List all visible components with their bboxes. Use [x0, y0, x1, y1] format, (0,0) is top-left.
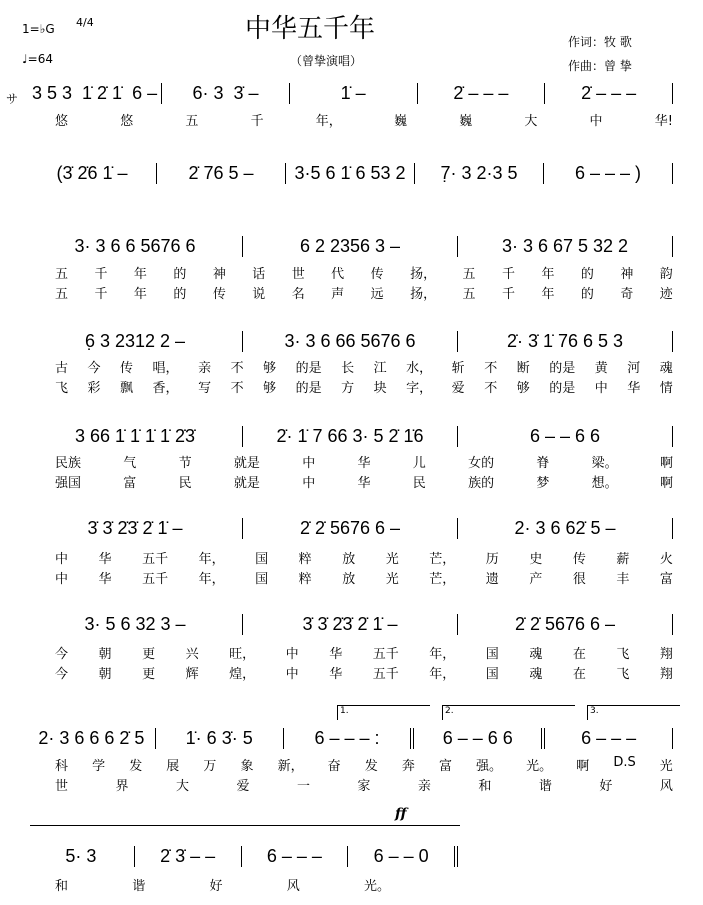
lyric-word: 情 [659, 381, 673, 396]
lyric-word: 话 [252, 267, 266, 282]
lyric-word: 千 [94, 267, 108, 282]
lyric-word: 亲 [417, 779, 431, 794]
score-system [28, 423, 673, 447]
lyric-word: 翔 [659, 667, 673, 682]
lyric-line [55, 452, 673, 471]
lyric-line [55, 548, 673, 567]
lyric-word: 华 [329, 647, 343, 662]
lyric-word: 飞 [55, 381, 69, 396]
lyric-word: 五 [55, 287, 69, 302]
lyric-word: 方 [341, 381, 355, 396]
lyric-word: 今 [55, 647, 69, 662]
lyric-word: 强。 [476, 759, 503, 774]
lyric-word: 啊 [659, 456, 673, 471]
lyric-word: 更 [142, 647, 156, 662]
lyric-line [55, 377, 673, 396]
lyric-word: 界 [115, 779, 129, 794]
lyric-word: 不 [484, 381, 498, 396]
measure: 2̇ 3̇ – – [135, 846, 242, 867]
lyric-word: 遗 [485, 572, 499, 587]
measure: 6̣ 3 2312 2 – [28, 331, 243, 352]
lyric-word: 五 [185, 114, 199, 129]
lyric-word: 黄 [594, 361, 608, 376]
lyric-word: 芒， [429, 572, 456, 587]
measure: 3 5 3 1̇ 2̇ 1̇ 6 – [28, 83, 162, 104]
lyric-word: 奋 [327, 759, 341, 774]
lyric-word: 好 [599, 779, 613, 794]
tempo-mark: ♩=64 [22, 52, 53, 66]
lyric-line [55, 775, 673, 794]
lyric-word: 扬， [410, 287, 437, 302]
lyric-word: 巍 [393, 114, 407, 129]
lyric-word: 迹 [659, 287, 673, 302]
lyric-word: 薪 [616, 552, 630, 567]
measure: 2̇ 2̇ 5676 6 – [243, 518, 458, 539]
lyric-word: 和 [478, 779, 492, 794]
lyric-word: 就是 [233, 476, 260, 491]
lyric-word: 中 [285, 647, 299, 662]
lyric-line [55, 357, 673, 376]
measure: 2̇ 76 5 – [157, 163, 286, 184]
lyric-word: 节 [178, 456, 192, 471]
lyric-word: 光。 [363, 879, 390, 894]
lyric-word: 传 [120, 361, 134, 376]
lyric-word: 芒， [429, 552, 456, 567]
lyric-word: 华 [98, 552, 112, 567]
lyric-word: 奔 [401, 759, 415, 774]
measure: 3̇ 3̇ 2̇3̇ 2̇ 1̇ – [243, 614, 458, 635]
lyric-word: 声 [331, 287, 345, 302]
measure: 1̇ – [290, 83, 418, 104]
lyric-word: 科 [55, 759, 69, 774]
lyric-word: 国 [255, 552, 269, 567]
score-system [28, 328, 673, 352]
lyric-word: 光。 [526, 759, 553, 774]
lyric-word: 旺， [229, 647, 256, 662]
measure: 6 – – 0 [348, 846, 458, 867]
lyric-word: 民族 [55, 456, 82, 471]
lyric-line [55, 755, 673, 774]
lyric-word: 中 [285, 667, 299, 682]
lyric-word: 展 [166, 759, 180, 774]
measure: 3· 3 6 66 5676 6 [243, 331, 458, 352]
lyric-word: 中 [55, 552, 69, 567]
measure: 3 66 1̇ 1̇ 1̇ 1̇ 2̇3̇ [28, 426, 243, 447]
lyric-word: 的 [580, 287, 594, 302]
lyric-word: 放 [342, 552, 356, 567]
measure: 3̇ 3̇ 2̇3̇ 2̇ 1̇ – [28, 518, 243, 539]
lyric-word: 年 [133, 267, 147, 282]
lyric-word: 五 [462, 267, 476, 282]
lyric-word: 年， [315, 114, 342, 129]
lyric-word: 梁。 [591, 456, 618, 471]
song-title: 中华五千年 [245, 14, 376, 44]
lyric-word: 古 [55, 361, 69, 376]
lyric-word: 的 [580, 267, 594, 282]
lyric-word: 魂 [659, 361, 673, 376]
measure: 6 – – 6 6 [414, 728, 545, 749]
lyric-word: 块 [373, 381, 387, 396]
lyric-word: 在 [572, 667, 586, 682]
lyric-word: 今 [55, 667, 69, 682]
lyric-word: 大 [175, 779, 189, 794]
measure: 2· 3 6 6 6 2̇ 5 [28, 728, 156, 749]
lyric-word: 国 [255, 572, 269, 587]
lyric-word: 史 [529, 552, 543, 567]
volta-1: 1. [337, 705, 430, 720]
measure: 3· 3 6 6 5676 6 [28, 236, 243, 257]
lyric-word: 的是 [295, 361, 322, 376]
lyric-word: 光 [385, 552, 399, 567]
lyric-word: 传 [370, 267, 384, 282]
measure: 6 – – 6 6 [458, 426, 673, 447]
lyric-word: 够 [263, 381, 277, 396]
lyric-word: 世 [55, 779, 69, 794]
lyric-word: 年， [198, 552, 225, 567]
lyric-line [55, 875, 390, 894]
intro-mark: サ [6, 92, 19, 106]
lyric-word: 神 [620, 267, 634, 282]
lyric-word: 气 [123, 456, 137, 471]
lyricist: 作词：牧 歌 [568, 35, 632, 49]
lyric-word: 香， [152, 381, 179, 396]
lyric-line [55, 263, 673, 282]
lyric-word: 梦 [536, 476, 550, 491]
lyric-word: 新， [277, 759, 304, 774]
lyric-word: 想。 [591, 476, 618, 491]
lyric-word: 华 [357, 476, 371, 491]
lyric-word: 民 [412, 476, 426, 491]
lyric-word: 断 [516, 361, 530, 376]
lyric-word: 更 [142, 667, 156, 682]
lyric-word: 悠 [55, 114, 69, 129]
measure: 2̇· 3̇ 1̇ 76 6 5 3 [458, 331, 673, 352]
lyric-line [55, 643, 673, 662]
measure: 7̣· 3 2·3 5 [415, 163, 544, 184]
lyric-word: 不 [230, 381, 244, 396]
lyric-word: 粹 [298, 572, 312, 587]
lyric-word: 五千 [142, 552, 169, 567]
lyric-word: 火 [659, 552, 673, 567]
lyric-word: 朝 [98, 667, 112, 682]
measure: 3·5 6 1̇ 6 53 2 [286, 163, 415, 184]
score-system [28, 611, 673, 635]
lyric-word: 儿 [412, 456, 426, 471]
lyric-word: 亲 [198, 361, 212, 376]
lyric-word: 中 [594, 381, 608, 396]
measure: 2̇ – – – [418, 83, 546, 104]
lyric-word: 千 [501, 267, 515, 282]
lyric-word: 煌， [229, 667, 256, 682]
lyric-word: 名 [291, 287, 305, 302]
lyric-word: 爱 [451, 381, 465, 396]
lyric-word: 华! [654, 114, 673, 129]
measure: 2̇ 2̇ 5676 6 – [458, 614, 673, 635]
lyric-line [55, 110, 673, 129]
lyric-word: 字， [406, 381, 433, 396]
lyric-word: 年 [541, 287, 555, 302]
measure: 6 – – – [242, 846, 349, 867]
lyric-word: 华 [329, 667, 343, 682]
measure: 6 2 2356 3 – [243, 236, 458, 257]
lyric-word: 飘 [120, 381, 134, 396]
measure: 5· 3 [28, 846, 135, 867]
dynamic-mark: ff [395, 806, 407, 822]
measure: 1̇· 6 3̇· 5 [156, 728, 284, 749]
score-system [28, 725, 673, 749]
lyric-word: 女的 [468, 456, 495, 471]
lyric-word: 写 [198, 381, 212, 396]
lyric-word: 河 [627, 361, 641, 376]
lyric-word: 产 [529, 572, 543, 587]
lyric-word: 五千 [372, 647, 399, 662]
lyric-word: 放 [342, 572, 356, 587]
lyric-word: 的 [173, 287, 187, 302]
lyric-word: 在 [572, 647, 586, 662]
lyric-word: 辉 [185, 667, 199, 682]
lyric-word: 脊 [536, 456, 550, 471]
lyric-word: 朝 [98, 647, 112, 662]
lyric-word: 光 [385, 572, 399, 587]
lyric-word: 一 [296, 779, 310, 794]
lyric-word: 中 [302, 456, 316, 471]
lyric-word: 年， [429, 667, 456, 682]
lyric-word: 够 [516, 381, 530, 396]
time-signature: 4/4 [76, 16, 94, 29]
measure: 6 – – – [545, 728, 673, 749]
volta-2: 2. [442, 705, 575, 720]
performer: （曾挚演唱） [290, 54, 363, 68]
lyric-word: 年 [133, 287, 147, 302]
lyric-word: 五 [55, 267, 69, 282]
lyric-word: 江 [373, 361, 387, 376]
lyric-word: 中 [55, 572, 69, 587]
volta-3: 3. [587, 705, 680, 720]
lyric-line [55, 472, 673, 491]
lyric-word: 啊 [659, 476, 673, 491]
lyric-word: 代 [331, 267, 345, 282]
measure: 6· 3 3̇ – [162, 83, 290, 104]
lyric-word: 学 [92, 759, 106, 774]
lyric-word: 富 [659, 572, 673, 587]
lyric-word: 的 [173, 267, 187, 282]
lyric-word: 国 [485, 667, 499, 682]
lyric-word: 爱 [236, 779, 250, 794]
lyric-word: 谐 [538, 779, 552, 794]
lyric-word: 光 [659, 759, 673, 774]
composer: 作曲：曾 挚 [568, 59, 632, 73]
measure: 6 – – – : [284, 728, 415, 749]
measure: 3· 5 6 32 3 – [28, 614, 243, 635]
lyric-word: 飞 [616, 647, 630, 662]
lyric-word: 发 [364, 759, 378, 774]
lyric-word: 飞 [616, 667, 630, 682]
coda-line [30, 825, 460, 826]
lyric-word: 很 [572, 572, 586, 587]
measure: 6 – – – ) [544, 163, 673, 184]
lyric-word: 斩 [451, 361, 465, 376]
lyric-word: 国 [485, 647, 499, 662]
lyric-word: 好 [209, 879, 223, 894]
score-system [28, 233, 673, 257]
lyric-word: 年， [198, 572, 225, 587]
lyric-word: 够 [263, 361, 277, 376]
lyric-word: 长 [341, 361, 355, 376]
lyric-word: 历 [485, 552, 499, 567]
lyric-word: 家 [357, 779, 371, 794]
lyric-word: 丰 [616, 572, 630, 587]
lyric-word: 年 [541, 267, 555, 282]
lyric-word: 世 [291, 267, 305, 282]
lyric-line [55, 283, 673, 302]
lyric-word: 族的 [468, 476, 495, 491]
lyric-word: 风 [286, 879, 300, 894]
lyric-word: 神 [212, 267, 226, 282]
lyric-word: 魂 [529, 647, 543, 662]
lyric-word: 的是 [549, 381, 576, 396]
lyric-line [55, 568, 673, 587]
measure: 2̇ – – – [545, 83, 673, 104]
lyric-word: 风 [659, 779, 673, 794]
lyric-word: 的是 [549, 361, 576, 376]
lyric-word: 象 [240, 759, 254, 774]
lyric-word: 翔 [659, 647, 673, 662]
lyric-word: 年， [429, 647, 456, 662]
lyric-word: 魂 [529, 667, 543, 682]
lyric-word: 华 [627, 381, 641, 396]
lyric-word: 五千 [142, 572, 169, 587]
score-system [28, 515, 673, 539]
lyric-word: 说 [252, 287, 266, 302]
lyric-word: 今 [87, 361, 101, 376]
lyric-word: 富 [438, 759, 452, 774]
lyric-word: 中 [589, 114, 603, 129]
measure: 2̇· 1̇ 7 66 3· 5 2̇ 1̇6 [243, 426, 458, 447]
score-system [28, 80, 673, 104]
lyric-word: 彩 [87, 381, 101, 396]
key-signature: 1=♭G [22, 22, 55, 36]
lyric-word: 唱， [152, 361, 179, 376]
measure: 3· 3 6 67 5 32 2 [458, 236, 673, 257]
lyric-word: 不 [230, 361, 244, 376]
lyric-word: 千 [250, 114, 264, 129]
lyric-word: 华 [357, 456, 371, 471]
measure: (3̇ 2̇6 1̇ – [28, 163, 157, 184]
lyric-word: 发 [129, 759, 143, 774]
lyric-word: 扬， [410, 267, 437, 282]
lyric-word: 水， [406, 361, 433, 376]
lyric-word: 巍 [459, 114, 473, 129]
lyric-word: 万 [203, 759, 217, 774]
measure: 2· 3 6 62̇ 5 – [458, 518, 673, 539]
lyric-word: 和 [55, 879, 69, 894]
lyric-word: 兴 [185, 647, 199, 662]
lyric-word: 千 [94, 287, 108, 302]
lyric-word: 五千 [372, 667, 399, 682]
lyric-word: 强国 [55, 476, 82, 491]
lyric-word: 传 [572, 552, 586, 567]
score-system [28, 160, 673, 184]
lyric-word: 中 [302, 476, 316, 491]
lyric-word: 韵 [659, 267, 673, 282]
lyric-word: 悠 [120, 114, 134, 129]
lyric-word: 民 [178, 476, 192, 491]
lyric-word: 大 [524, 114, 538, 129]
lyric-word: 华 [98, 572, 112, 587]
lyric-word: 传 [212, 287, 226, 302]
lyric-line [55, 663, 673, 682]
lyric-word: 啊 [576, 759, 590, 774]
lyric-word: 粹 [298, 552, 312, 567]
lyric-word: 谐 [132, 879, 146, 894]
lyric-word: 千 [501, 287, 515, 302]
lyric-word: 远 [370, 287, 384, 302]
lyric-word: 不 [484, 361, 498, 376]
lyric-word: 就是 [233, 456, 260, 471]
lyric-word: 的是 [295, 381, 322, 396]
lyric-word: 奇 [620, 287, 634, 302]
lyric-word: 五 [462, 287, 476, 302]
lyric-word: D.S [613, 755, 636, 770]
score-system [28, 843, 458, 867]
lyric-word: 富 [123, 476, 137, 491]
